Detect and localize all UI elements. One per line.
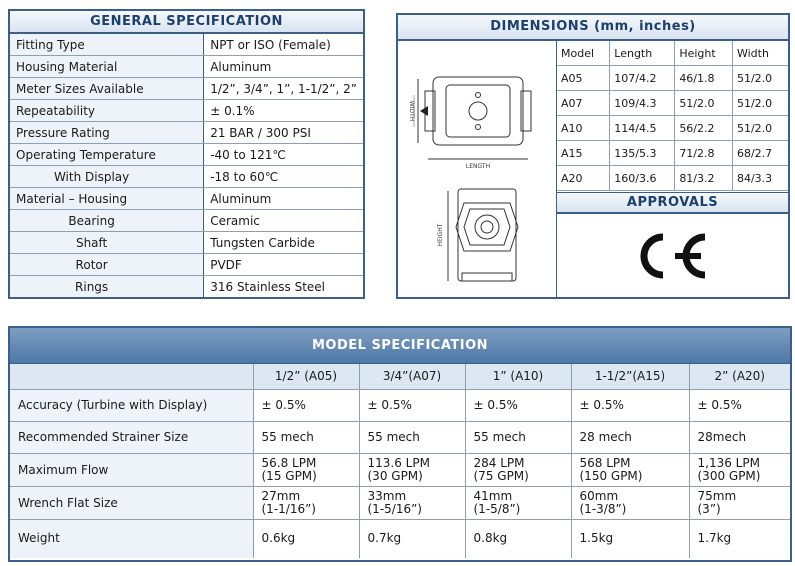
spec-value: Ceramic — [204, 210, 363, 232]
height-drawing-label: HEIGHT — [437, 223, 444, 247]
column-header: Model — [557, 41, 610, 66]
dim-cell: 56/2.2 — [675, 116, 733, 141]
cell-line: 33mm — [367, 489, 407, 503]
spec-value: ± 0.1% — [204, 100, 363, 122]
spec-row — [10, 276, 363, 298]
model-row-strainer — [10, 422, 790, 454]
model-specification-title: MODEL SPECIFICATION — [10, 328, 790, 364]
dimensions-row — [557, 91, 788, 116]
spec-row — [10, 78, 363, 100]
dim-cell: 68/2.7 — [732, 141, 788, 166]
dim-cell: 114/4.5 — [610, 116, 675, 141]
row-label: Maximum Flow — [10, 454, 253, 487]
dimensions-table — [557, 41, 788, 191]
model-cell — [359, 454, 465, 487]
model-cell: 55 mech — [359, 422, 465, 454]
dim-cell: A05 — [557, 66, 610, 91]
model-cell: ± 0.5% — [359, 390, 465, 422]
column-header: Height — [675, 41, 733, 66]
dim-cell: 51/2.0 — [675, 91, 733, 116]
model-column-header: 1” (A10) — [465, 364, 571, 390]
ce-mark-icon — [557, 214, 788, 298]
spec-row — [10, 254, 363, 276]
spec-value: Aluminum — [204, 188, 363, 210]
model-row-wrench — [10, 487, 790, 520]
dimensions-row — [557, 66, 788, 91]
dim-cell: A07 — [557, 91, 610, 116]
model-cell: ± 0.5% — [571, 390, 689, 422]
model-cell — [465, 454, 571, 487]
dim-cell: 107/4.2 — [610, 66, 675, 91]
cell-line: (1-1/16”) — [261, 502, 316, 516]
spec-label: Shaft — [10, 232, 204, 254]
model-header-row — [10, 364, 790, 390]
model-specification-panel — [8, 326, 792, 562]
spec-row — [10, 144, 363, 166]
spec-value: 21 BAR / 300 PSI — [204, 122, 363, 144]
row-label: Accuracy (Turbine with Display) — [10, 390, 253, 422]
dimensions-title: DIMENSIONS (mm, inches) — [398, 15, 788, 41]
spec-label: Bearing — [10, 210, 204, 232]
cell-line: (300 GPM) — [697, 469, 761, 483]
model-column-header: 2” (A20) — [689, 364, 790, 390]
general-specification-panel — [8, 9, 365, 299]
spec-row — [10, 122, 363, 144]
cell-line: 113.6 LPM — [367, 456, 430, 470]
spec-row — [10, 232, 363, 254]
spec-label: Housing Material — [10, 56, 204, 78]
spec-value: Aluminum — [204, 56, 363, 78]
spec-row — [10, 56, 363, 78]
model-cell: 0.8kg — [465, 520, 571, 558]
cell-line: (1-5/8”) — [473, 502, 521, 516]
model-cell — [689, 454, 790, 487]
spec-value: 1/2”, 3/4”, 1”, 1-1/2”, 2” — [204, 78, 363, 100]
general-specification-table — [10, 34, 363, 297]
model-cell: 55 mech — [253, 422, 359, 454]
spec-label: Meter Sizes Available — [10, 78, 204, 100]
model-cell: 55 mech — [465, 422, 571, 454]
cell-line: 56.8 LPM — [261, 456, 317, 470]
dim-cell: 84/3.3 — [732, 166, 788, 191]
approvals-title: APPROVALS — [557, 192, 788, 214]
cell-line: (15 GPM) — [261, 469, 317, 483]
column-header: Width — [732, 41, 788, 66]
spec-value: NPT or ISO (Female) — [204, 34, 363, 56]
dimensions-row — [557, 116, 788, 141]
model-cell: 0.6kg — [253, 520, 359, 558]
cell-line: (75 GPM) — [473, 469, 529, 483]
cell-line: 41mm — [473, 489, 513, 503]
dimensions-row — [557, 141, 788, 166]
cell-line: 75mm — [697, 489, 737, 503]
row-label: Wrench Flat Size — [10, 487, 253, 520]
spec-value: PVDF — [204, 254, 363, 276]
spec-label: Material – Housing — [10, 188, 204, 210]
row-label: Weight — [10, 520, 253, 558]
cell-line: (1-5/16”) — [367, 502, 422, 516]
model-cell — [359, 487, 465, 520]
model-cell — [253, 454, 359, 487]
header-blank — [10, 364, 253, 390]
dim-cell: 51/2.0 — [732, 66, 788, 91]
spec-value: -18 to 60℃ — [204, 166, 363, 188]
spec-row — [10, 210, 363, 232]
dimensions-row — [557, 166, 788, 191]
model-row-accuracy — [10, 390, 790, 422]
cell-line: 1,136 LPM — [697, 456, 760, 470]
dim-cell: A10 — [557, 116, 610, 141]
spec-label: With Display — [10, 166, 204, 188]
cell-line: 568 LPM — [579, 456, 631, 470]
spec-row — [10, 188, 363, 210]
length-drawing-label: LENGTH — [465, 163, 491, 169]
model-column-header: 1-1/2”(A15) — [571, 364, 689, 390]
dim-cell: 71/2.8 — [675, 141, 733, 166]
dim-cell: 51/2.0 — [732, 116, 788, 141]
spec-label: Fitting Type — [10, 34, 204, 56]
model-cell: ± 0.5% — [253, 390, 359, 422]
width-drawing-label: WIDTH — [408, 100, 415, 122]
model-cell: 28 mech — [571, 422, 689, 454]
row-label: Recommended Strainer Size — [10, 422, 253, 454]
model-cell: 0.7kg — [359, 520, 465, 558]
dim-cell: 160/3.6 — [610, 166, 675, 191]
model-specification-table — [10, 364, 790, 558]
model-row-weight — [10, 520, 790, 558]
model-column-header: 1/2” (A05) — [253, 364, 359, 390]
spec-label: Repeatability — [10, 100, 204, 122]
cell-line: (1-3/8”) — [579, 502, 627, 516]
cell-line: (30 GPM) — [367, 469, 423, 483]
cell-line: (3”) — [697, 502, 721, 516]
spec-value: 316 Stainless Steel — [210, 279, 326, 294]
dim-cell: 109/4.3 — [610, 91, 675, 116]
cell-line: (150 GPM) — [579, 469, 643, 483]
cell-line: 284 LPM — [473, 456, 525, 470]
spec-row — [10, 34, 363, 56]
model-cell: ± 0.5% — [465, 390, 571, 422]
dimensions-panel — [396, 13, 790, 299]
spec-label: Rings — [10, 276, 204, 298]
model-column-header: 3/4”(A07) — [359, 364, 465, 390]
approvals-section — [557, 192, 788, 297]
column-header: Length — [610, 41, 675, 66]
spec-label: Operating Temperature — [10, 144, 204, 166]
top-view-drawing — [398, 41, 556, 169]
dim-cell: 135/5.3 — [610, 141, 675, 166]
model-cell: 1.7kg — [697, 531, 732, 546]
dim-cell: 81/3.2 — [675, 166, 733, 191]
model-cell — [571, 487, 689, 520]
model-cell — [253, 487, 359, 520]
spec-label: Rotor — [10, 254, 204, 276]
spec-value: -40 to 121℃ — [204, 144, 363, 166]
dim-cell: 51/2.0 — [732, 91, 788, 116]
model-cell — [465, 487, 571, 520]
general-specification-title: GENERAL SPECIFICATION — [10, 11, 363, 34]
model-cell: ± 0.5% — [689, 390, 790, 422]
model-row-max-flow — [10, 454, 790, 487]
spec-label: Pressure Rating — [10, 122, 204, 144]
spec-row — [10, 100, 363, 122]
model-cell — [689, 487, 790, 520]
dim-cell: A20 — [557, 166, 610, 191]
spec-row — [10, 166, 363, 188]
spec-value: Tungsten Carbide — [204, 232, 363, 254]
meter-drawings — [398, 41, 557, 297]
cell-line: 60mm — [579, 489, 619, 503]
model-cell — [571, 454, 689, 487]
cell-line: 27mm — [261, 489, 301, 503]
side-view-drawing — [398, 177, 556, 297]
model-cell: 28mech — [689, 422, 790, 454]
model-cell: 1.5kg — [571, 520, 689, 558]
dim-cell: A15 — [557, 141, 610, 166]
dim-cell: 46/1.8 — [675, 66, 733, 91]
dimensions-header-row — [557, 41, 788, 66]
